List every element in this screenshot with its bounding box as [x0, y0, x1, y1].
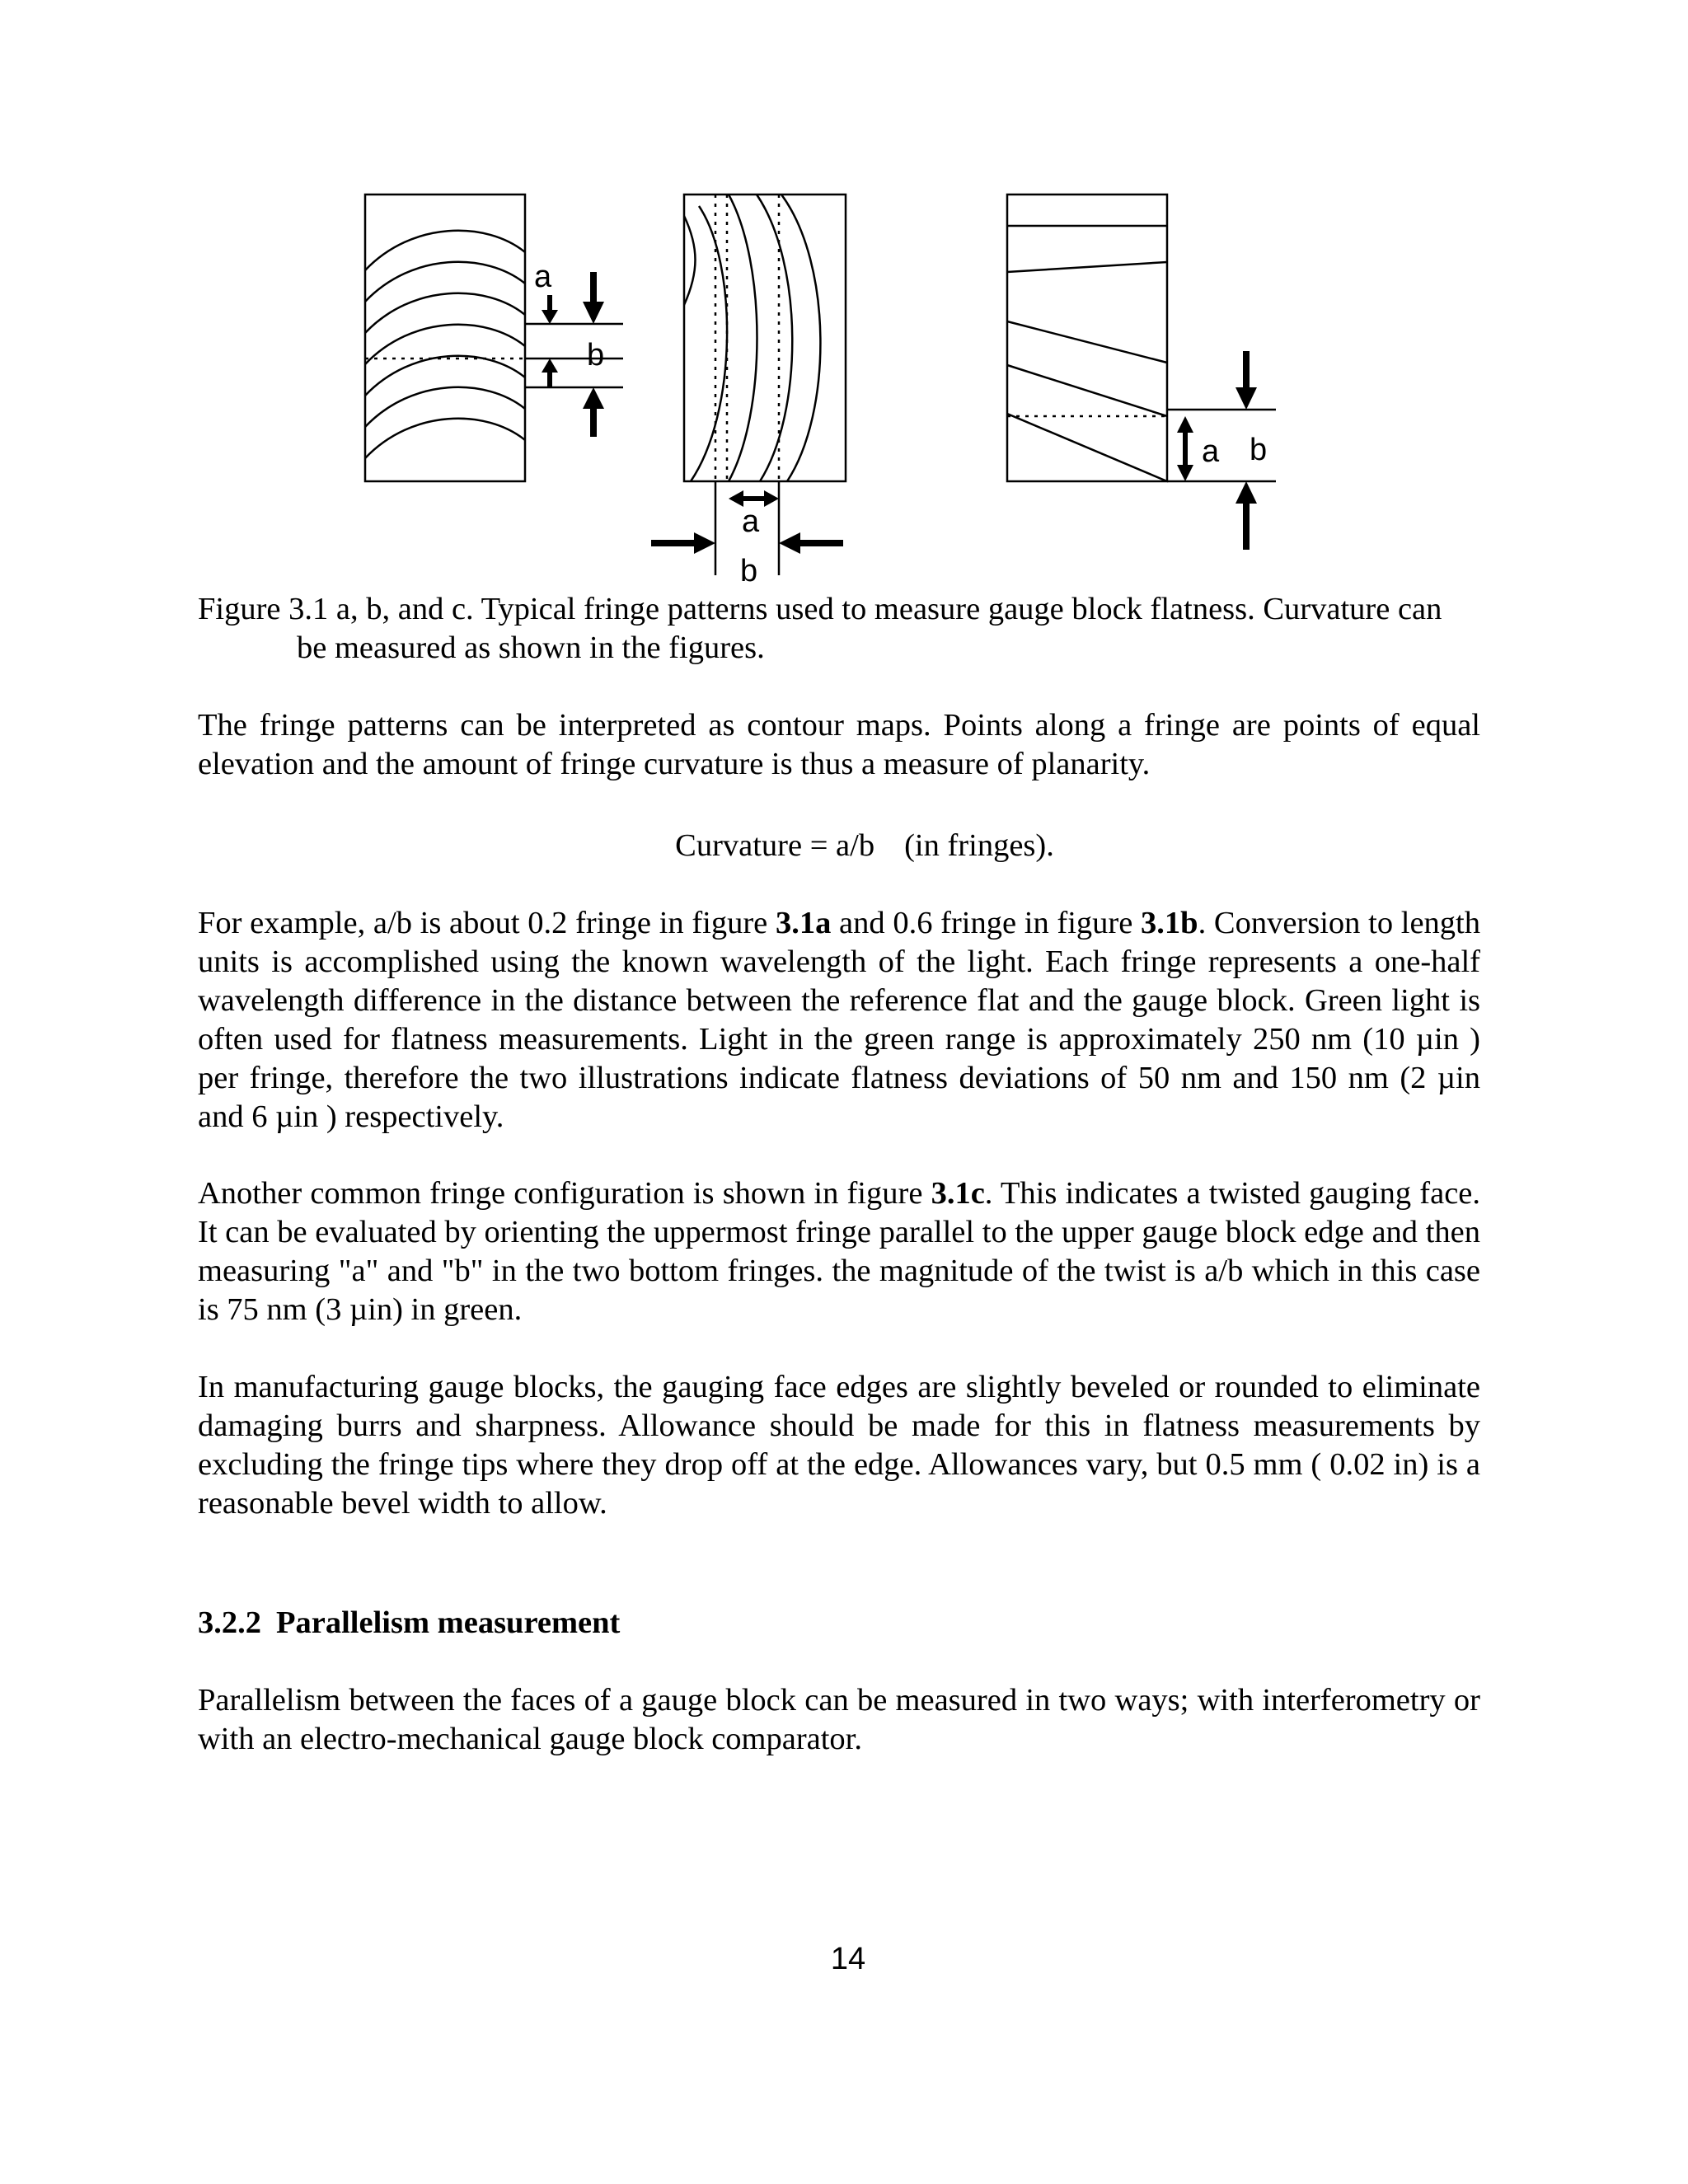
panel-c-label-b: b [1250, 433, 1268, 467]
paragraph-parallelism: Parallelism between the faces of a gauge block can be measured in two ways; with interferometry or with an electro-mechanical gauge block comparator. [198, 1683, 1480, 1756]
paragraph-flatness-example: For example, a/b is about 0.2 fringe in figure 3.1a and 0.6 fringe in figure 3.1b. Conversion to length units is accomplished using the known wavelength of the light. Each fringe represents a one-half wavelength difference in the distance between the reference flat and the gauge block. Green light is often used for flatness measurements. Light in the green range is approximately 250 nm (10 µin ) per fringe, therefore the two illustrations indicate flatness deviations of 50 nm and 150 nm (2 µin and 6 µin ) respectively. [198, 906, 1481, 1134]
paragraph-twisted-face: Another common fringe configuration is shown in figure 3.1c. This indicates a twisted gauging face. It can be evaluated by orienting the uppermost fringe parallel to the upper gauge block edge and then measuring "a" and "b" in the two bottom fringes. the magnitude of the twist is a/b which in this case is 75 nm (3 µin) in green. [198, 1176, 1481, 1327]
equation-unit: (in fringes). [904, 828, 1054, 863]
panel-b-label-a: a [742, 504, 760, 539]
figure-panel-a [365, 194, 623, 481]
section-number: 3.2.2 [198, 1605, 261, 1640]
section-heading-3-2-2 [198, 1604, 620, 1643]
figure-caption [198, 590, 1484, 668]
panel-b-label-b: b [740, 554, 758, 588]
figure-3-1-fringe-patterns [0, 0, 1688, 593]
figure-ref-3-1b: 3.1b [1141, 906, 1198, 940]
equation-formula: Curvature = a/b [675, 828, 875, 863]
page-number: 14 [830, 1942, 866, 1976]
panel-c-label-a: a [1202, 434, 1220, 469]
paragraph-fringe-contours: The fringe patterns can be interpreted as contour maps. Points along a fringe are points of equal elevation and the amount of fringe curvature is thus a measure of planarity. [198, 708, 1480, 781]
figure-caption-line-1: Figure 3.1 a, b, and c. Typical fringe patterns used to measure gauge block flatness. Curvature can [198, 592, 1442, 626]
curvature-equation [0, 827, 1688, 865]
panel-a-label-a: a [534, 260, 552, 294]
figure-ref-3-1a: 3.1a [775, 906, 832, 940]
figure-panel-c [1007, 194, 1276, 481]
figure-panel-b [684, 194, 846, 575]
figure-ref-3-1c: 3.1c [931, 1176, 985, 1211]
paragraph-bevel-allowance: In manufacturing gauge blocks, the gauging face edges are slightly beveled or rounded to eliminate damaging burrs and sharpness. Allowance should be made for this in flatness measurements by excluding the fringe tips where they drop off at the edge. Allowances vary, but 0.5 mm ( 0.02 in) is a reasonable bevel width to allow. [198, 1370, 1480, 1521]
section-title: Parallelism measurement [276, 1605, 621, 1640]
panel-a-label-b: b [587, 338, 605, 373]
figure-caption-line-2: be measured as shown in the figures. [297, 630, 765, 665]
